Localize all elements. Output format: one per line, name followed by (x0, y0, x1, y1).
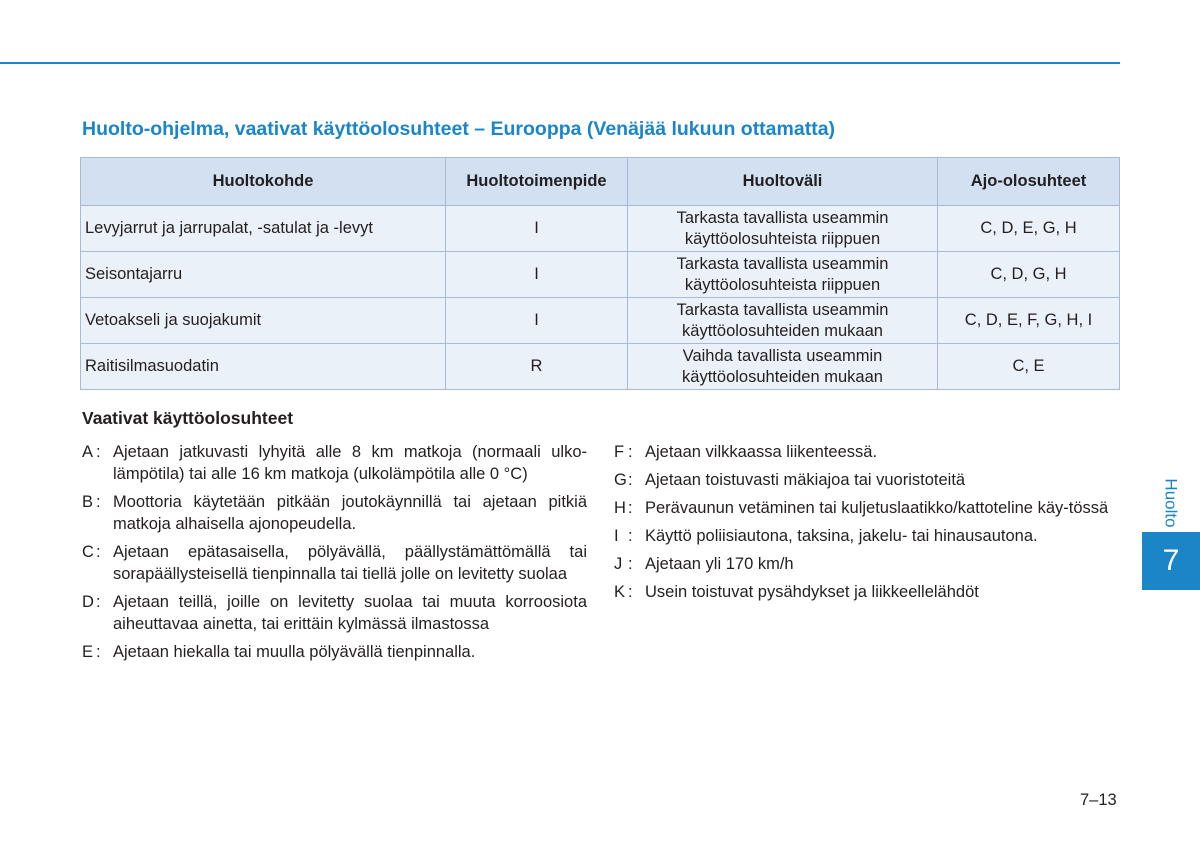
condition-key: E (82, 643, 94, 661)
table-row (81, 298, 1120, 344)
chapter-number: 7 (1162, 544, 1180, 577)
condition-key: F (614, 443, 625, 461)
row-item: Raitisilmasuodatin (81, 344, 446, 390)
row-item: Vetoakseli ja suojakumit (81, 298, 446, 344)
condition-item (614, 553, 1120, 575)
condition-item (614, 581, 1120, 603)
condition-separator: : (628, 583, 633, 601)
condition-item (82, 591, 587, 635)
condition-item (614, 441, 1120, 463)
condition-key: H (614, 499, 626, 517)
table-row (81, 252, 1120, 298)
row-conditions: C, D, G, H (938, 252, 1120, 298)
chapter-name: Huolto (1162, 478, 1182, 528)
condition-separator: : (96, 543, 101, 561)
condition-key: J (614, 555, 623, 573)
row-interval (628, 252, 938, 298)
condition-text: Perävaunun vetäminen tai kuljetuslaatikko/kattoteline käy-tössä (645, 499, 1109, 517)
conditions-heading: Vaativat käyttöolosuhteet (82, 408, 294, 428)
chapter-tab (1142, 532, 1200, 590)
page-number: 7–13 (1080, 791, 1117, 809)
row-interval (628, 298, 938, 344)
condition-text: Ajetaan vilkkaassa liikenteessä. (645, 443, 878, 461)
header-conditions: Ajo-olosuhteet (938, 158, 1120, 206)
conditions-list-left (82, 441, 587, 669)
condition-text: Ajetaan yli 170 km/h (645, 555, 794, 573)
row-interval-line: Tarkasta tavallista useammin (676, 254, 889, 273)
condition-separator: : (628, 471, 633, 489)
condition-key: A (82, 443, 94, 461)
condition-text: Usein toistuvat pysähdykset ja liikkeellelähdöt (645, 583, 979, 601)
condition-item (614, 497, 1120, 519)
condition-separator: : (628, 443, 633, 461)
row-interval (628, 206, 938, 252)
row-interval (628, 344, 938, 390)
row-conditions: C, E (938, 344, 1120, 390)
condition-separator: : (96, 443, 101, 461)
condition-separator: : (96, 593, 101, 611)
condition-text: Ajetaan jatkuvasti lyhyitä alle 8 km matkoja (normaali ulko-lämpötila) tai alle 16 km matkoja (ulkolämpötila alle 0 °C) (113, 443, 587, 483)
row-action: I (446, 252, 628, 298)
condition-text: Ajetaan hiekalla tai muulla pölyävällä tienpinnalla. (113, 643, 476, 661)
maintenance-schedule-table (80, 157, 1120, 390)
conditions-list-right (614, 441, 1120, 609)
condition-key: G (614, 471, 627, 489)
condition-text: Ajetaan toistuvasti mäkiajoa tai vuoristoteitä (645, 471, 966, 489)
row-action: I (446, 206, 628, 252)
row-interval-line: käyttöolosuhteiden mukaan (682, 367, 883, 386)
condition-item (82, 641, 587, 663)
condition-separator: : (96, 493, 101, 511)
table-row (81, 344, 1120, 390)
condition-key: C (82, 543, 94, 561)
row-item: Seisontajarru (81, 252, 446, 298)
condition-separator: : (628, 555, 633, 573)
table-header-row (81, 158, 1120, 206)
row-action: I (446, 298, 628, 344)
condition-item (82, 441, 587, 485)
condition-separator: : (628, 527, 633, 545)
condition-item (614, 525, 1120, 547)
row-conditions: C, D, E, G, H (938, 206, 1120, 252)
row-conditions: C, D, E, F, G, H, I (938, 298, 1120, 344)
header-action: Huoltotoimenpide (446, 158, 628, 206)
condition-separator: : (96, 643, 101, 661)
row-interval-line: Tarkasta tavallista useammin (676, 300, 889, 319)
row-interval-line: käyttöolosuhteiden mukaan (682, 321, 883, 340)
condition-key: I (614, 527, 619, 545)
row-item: Levyjarrut ja jarrupalat, -satulat ja -levyt (81, 206, 446, 252)
condition-item (82, 541, 587, 585)
row-interval-line: Vaihda tavallista useammin (682, 346, 883, 365)
condition-text: Ajetaan teillä, joille on levitetty suolaa tai muuta korroosiota aiheuttavaa ainetta, tai erittäin kylmässä ilmastossa (113, 593, 587, 633)
header-interval: Huoltoväli (628, 158, 938, 206)
condition-separator: : (628, 499, 633, 517)
condition-key: B (82, 493, 94, 511)
header-item: Huoltokohde (81, 158, 446, 206)
condition-item (82, 491, 587, 535)
row-action: R (446, 344, 628, 390)
condition-text: Ajetaan epätasaisella, pölyävällä, päällystämättömällä tai sorapäällysteisellä tienpinnalla tai tiellä jolle on levitetty suolaa (113, 543, 587, 583)
condition-item (614, 469, 1120, 491)
section-title: Huolto-ohjelma, vaativat käyttöolosuhteet – Eurooppa (Venäjää lukuun ottamatta) (82, 118, 836, 140)
row-interval-line: Tarkasta tavallista useammin (676, 208, 889, 227)
condition-key: K (614, 583, 626, 601)
condition-text: Käyttö poliisiautona, taksina, jakelu- tai hinausautona. (645, 527, 1038, 545)
top-rule (0, 62, 1120, 64)
table-row (81, 206, 1120, 252)
condition-key: D (82, 593, 94, 611)
row-interval-line: käyttöolosuhteista riippuen (684, 229, 881, 248)
chapter-side-label (1151, 474, 1191, 532)
row-interval-line: käyttöolosuhteista riippuen (684, 275, 881, 294)
condition-text: Moottoria käytetään pitkään joutokäynnillä tai ajetaan pitkiä matkoja alhaisella ajonopeudella. (113, 493, 587, 533)
